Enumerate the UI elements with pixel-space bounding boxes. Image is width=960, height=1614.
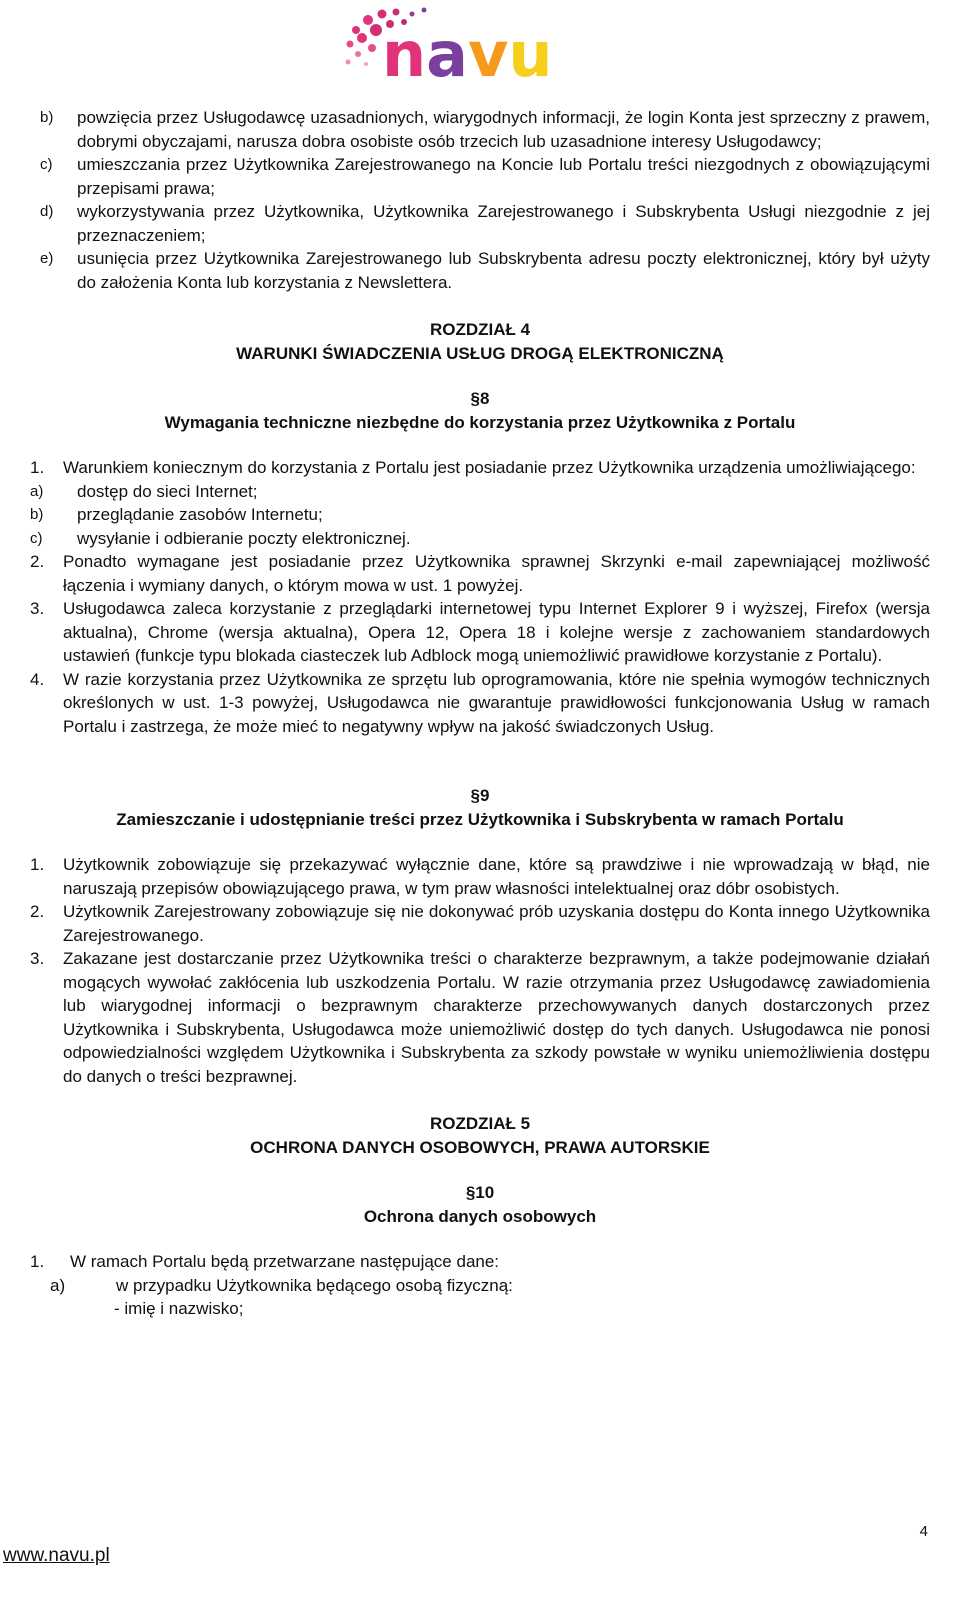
list-item [30,247,930,294]
numbered-item [30,900,930,947]
dash-item: - imię i nazwisko; [114,1299,244,1318]
list-label: c) [40,156,53,173]
item-number: 3. [30,949,45,968]
list-text: powzięcia przez Usługodawcę uzasadnionych, wiarygodnych informacji, że login Konta jest sprzeczny z prawem, dobrymi obyczajami, narusza dobra osobiste osób trzecich lub uzasadnione interesy Usługodawcy; [77,108,930,151]
section-number: §9 [470,786,490,805]
numbered-item [30,668,930,739]
list-label: b) [40,109,54,126]
sub-item [30,527,930,551]
chapter-subtitle: WARUNKI ŚWIADCZENIA USŁUG DROGĄ ELEKTRONICZNĄ [236,343,724,363]
chapter-subtitle: OCHRONA DANYCH OSOBOWYCH, PRAWA AUTORSKIE [250,1137,710,1157]
sub-label: c) [30,529,43,547]
item-text: Użytkownik zobowiązuje się przekazywać wyłącznie dane, które są prawdziwe i nie wprowadzają w błąd, nie naruszają przepisów obowiązującego prawa, w tym praw własności intelektualnej oraz dóbr osobistych. [63,855,930,898]
list-item [30,106,930,153]
item-number: 4. [30,669,45,689]
navu-logo [338,2,588,88]
numbered-item [30,456,930,480]
logo-letters: navu [382,18,553,88]
list-text: wykorzystywania przez Użytkownika, Użytkownika Zarejestrowanego i Subskrybenta Usługi niezgodnie z jej przeznaczeniem; [77,202,930,245]
sub-item [30,503,930,527]
item-number: 3. [30,599,45,618]
numbered-item [30,1250,930,1274]
footer-link[interactable]: www.navu.pl [3,1545,110,1566]
item-text: Zakazane jest dostarczanie przez Użytkownika treści o charakterze bezprawnym, a także podejmowanie działań mogących wywołać zakłócenia lub uszkodzenia Portalu. W razie otrzymania przez Usługodawcę zawiadomienia lub wiarygodnej informacji o bezprawnym charakterze przechowywanych danych dostarczonych przez Użytkownika i Subskrybenta, Usługodawca może uniemożliwić dostęp do tych danych. Usługodawca nie ponosi odpowiedzialności względem Użytkownika i Subskrybenta za szkody powstałe w wyniku uniemożliwienia dostępu do danych o treści bezprawnej. [63,949,930,1086]
item-number: 2. [30,552,45,571]
list-label: e) [40,250,54,267]
numbered-item [30,947,930,1088]
item-text: Użytkownik Zarejestrowany zobowiązuje się nie dokonywać prób uzyskania dostępu do Konta innego Użytkownika Zarejestrowanego. [63,902,930,945]
sub-text: przeglądanie zasobów Internetu; [77,505,323,524]
list-text: usunięcia przez Użytkownika Zarejestrowanego lub Subskrybenta adresu poczty elektronicznej, który był użyty do założenia Konta lub korzystania z Newslettera. [77,249,930,292]
list-item [30,153,930,200]
list-item [30,200,930,247]
numbered-item [30,597,930,668]
item-text: Warunkiem koniecznym do korzystania z Portalu jest posiadanie przez Użytkownika urządzenia umożliwiającego: [63,458,916,477]
navu-logo-graphic [338,2,588,88]
sub-label: a) [50,1275,66,1295]
section-number: §8 [470,389,490,408]
numbered-item [30,853,930,900]
item-number: 1. [30,1252,45,1271]
item-text: Usługodawca zaleca korzystanie z przeglądarki internetowej typu Internet Explorer 9 i wyższej, Firefox (wersja aktualna), Chrome (wersja aktualna), Opera 12, Opera 18 i kolejne wersje z zachowaniem standardowych ustawień (funkcje typu blokada ciasteczek lub Adblock mogą uniemożliwić prawidłowe korzystanie z Portalu). [63,599,930,665]
section-number: §10 [465,1183,495,1202]
chapter-title: ROZDZIAŁ 5 [429,1114,531,1133]
item-number: 1. [30,855,45,874]
list-text: umieszczania przez Użytkownika Zarejestrowanego na Koncie lub Portalu treści niezgodnych z obowiązującymi przepisami prawa; [77,155,930,198]
sub-text: wysyłanie i odbieranie poczty elektronicznej. [77,528,411,548]
sub-item [30,1274,930,1298]
page-number: 4 [919,1523,928,1540]
document-content [30,106,930,1321]
sub-text: w przypadku Użytkownika będącego osobą fizyczną: [116,1275,513,1295]
numbered-item [30,550,930,597]
item-number: 1. [30,458,45,477]
item-text: Ponadto wymagane jest posiadanie przez Użytkownika sprawnej Skrzynki e-mail zapewniającej możliwość łączenia i wymiany danych, o którym mowa w ust. 1 powyżej. [63,552,930,595]
item-number: 2. [30,902,45,921]
list-label: d) [40,203,54,220]
sub-text: dostęp do sieci Internet; [77,481,258,501]
item-text: W ramach Portalu będą przetwarzane następujące dane: [70,1252,500,1271]
item-text: W razie korzystania przez Użytkownika ze sprzętu lub oprogramowania, które nie spełnia wymogów technicznych określonych w ust. 1-3 powyżej, Usługodawca nie gwarantuje prawidłowości funkcjonowania Usług w ramach Portalu i zastrzega, że może mieć to negatywny wpływ na jakość świadczonych Usług. [63,669,930,736]
chapter-title: ROZDZIAŁ 4 [429,320,531,339]
sub-label: a) [30,482,44,500]
section-title: Wymagania techniczne niezbędne do korzystania przez Użytkownika z Portalu [164,412,796,432]
section-title: Ochrona danych osobowych [363,1206,597,1226]
sub-item [30,480,930,504]
sub-label: b) [30,506,44,523]
section-title: Zamieszczanie i udostępnianie treści przez Użytkownika i Subskrybenta w ramach Portalu [116,809,844,829]
